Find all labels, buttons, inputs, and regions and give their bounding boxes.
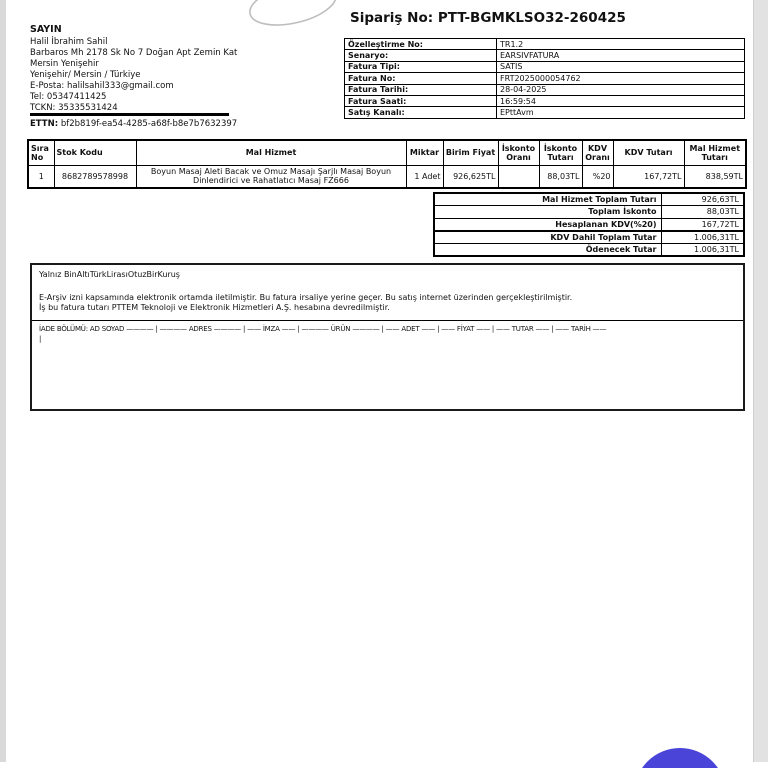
recipient-name: Halil İbrahim Sahil — [30, 37, 108, 47]
info-label: Senaryo: — [345, 50, 497, 61]
info-label: Özelleştirme No: — [345, 39, 497, 50]
item-kdv-tutari: 167,72TL — [613, 165, 684, 188]
table-row — [345, 50, 745, 61]
col-header-sira-no: Sıra No — [28, 140, 54, 165]
left-page-margin — [0, 0, 6, 762]
total-label: Hesaplanan KDV(%20) — [434, 218, 661, 231]
table-row — [345, 107, 745, 118]
item-sira-no: 1 — [28, 165, 54, 188]
return-section-header: İADE BÖLÜMÜ: AD SOYAD ———— | ———— ADRES ———— | —— İMZA —— | ———— ÜRÜN ———— | —— ADET —— | —— FİYAT —— | —— TUTAR —— | —— TARİH —— — [39, 324, 607, 333]
recipient-phone: Tel: 05347411425 — [30, 92, 107, 102]
item-birim-fiyat: 926,625TL — [443, 165, 498, 188]
item-mal-hizmet-tutari: 838,59TL — [684, 165, 746, 188]
table-row — [345, 61, 745, 72]
col-header-stok-kodu: Stok Kodu — [54, 140, 136, 165]
info-label: Fatura Tipi: — [345, 61, 497, 72]
info-label: Fatura Tarihi: — [345, 84, 497, 95]
info-label: Fatura Saati: — [345, 95, 497, 106]
table-row — [345, 84, 745, 95]
recipient-tckn: TCKN: 35335531424 — [30, 103, 118, 113]
col-header-birim-fiyat: Birim Fiyat — [443, 140, 498, 165]
col-header-kdv-tutari: KDV Tutarı — [613, 140, 684, 165]
total-value: 926,63TL — [661, 193, 744, 206]
total-label: Toplam İskonto — [434, 206, 661, 219]
item-miktar: 1 Adet — [406, 165, 443, 188]
notes-box — [30, 263, 745, 411]
right-page-margin — [753, 0, 768, 762]
ettn-line — [30, 119, 237, 129]
table-header-row — [28, 140, 746, 165]
info-label: Fatura No: — [345, 73, 497, 84]
total-label: Ödenecek Tutar — [434, 243, 661, 256]
pttem-note-line: İş bu fatura tutarı PTTEM Teknoloji ve Elektronik Hizmetleri A.Ş. hesabına devredilmiştir. — [39, 303, 390, 312]
recipient-email: E-Posta: halilsahil333@gmail.com — [30, 81, 174, 91]
invoice-info-table — [344, 38, 745, 119]
table-row — [28, 165, 746, 188]
ettn-value: bf2b819f-ea54-4285-a68f-b8e7b7632397 — [60, 119, 238, 129]
table-row — [434, 243, 744, 256]
recipient-block — [30, 24, 330, 114]
item-iskonto-tutari: 88,03TL — [539, 165, 582, 188]
col-header-kdv-orani: KDV Oranı — [582, 140, 613, 165]
table-row — [434, 231, 744, 244]
totals-table — [433, 192, 745, 257]
total-value: 88,03TL — [661, 206, 744, 219]
return-section-continuation: | — [39, 335, 42, 343]
table-row — [434, 218, 744, 231]
table-row — [434, 206, 744, 219]
recipient-address-line2: Mersin Yenişehir — [30, 59, 99, 69]
info-value: FRT2025000054762 — [497, 73, 745, 84]
info-value: SATIS — [497, 61, 745, 72]
col-header-miktar: Miktar — [406, 140, 443, 165]
amount-in-words: Yalnız BinAltıTürkLirasıOtuzBirKuruş — [39, 270, 180, 279]
col-header-mal-hizmet-tutari: Mal Hizmet Tutarı — [684, 140, 746, 165]
line-items-table — [27, 139, 747, 189]
total-label: Mal Hizmet Toplam Tutarı — [434, 193, 661, 206]
total-value: 1.006,31TL — [661, 243, 744, 256]
table-row — [345, 39, 745, 50]
chat-fab-button[interactable] — [634, 748, 726, 768]
info-value: TR1.2 — [497, 39, 745, 50]
info-label: Satış Kanalı: — [345, 107, 497, 118]
total-label: KDV Dahil Toplam Tutar — [434, 231, 661, 244]
info-value: 16:59:54 — [497, 95, 745, 106]
col-header-mal-hizmet: Mal Hizmet — [136, 140, 406, 165]
item-iskonto-orani — [498, 165, 539, 188]
total-value: 167,72TL — [661, 218, 744, 231]
table-row — [434, 193, 744, 206]
total-value: 1.006,31TL — [661, 231, 744, 244]
col-header-iskonto-orani: İskonto Oranı — [498, 140, 539, 165]
col-header-iskonto-tutari: İskonto Tutarı — [539, 140, 582, 165]
item-mal-hizmet: Boyun Masaj Aleti Bacak ve Omuz Masajı Şarjlı Masaj Boyun Dinlendirici ve Rahatlatıcı Masaj FZ666 — [136, 165, 406, 188]
earsiv-note-line: E-Arşiv izni kapsamında elektronik ortamda iletilmiştir. Bu fatura irsaliye yerine geçer. Bu satış internet üzerinden gerçekleştirilmiştir. — [39, 292, 573, 302]
order-number-title: Sipariş No: PTT-BGMKLSO32-260425 — [350, 10, 626, 26]
item-kdv-orani: %20 — [582, 165, 613, 188]
ettn-label: ETTN: — [30, 119, 59, 129]
ettn-divider-rule — [30, 113, 229, 116]
table-row — [345, 73, 745, 84]
info-value: 28-04-2025 — [497, 84, 745, 95]
recipient-address-line1: Barbaros Mh 2178 Sk No 7 Doğan Apt Zemin Kat — [30, 48, 238, 58]
recipient-heading: SAYIN — [30, 24, 62, 35]
item-stok-kodu: 8682789578998 — [54, 165, 136, 188]
info-value: EARSIVFATURA — [497, 50, 745, 61]
recipient-address-line3: Yenişehir/ Mersin / Türkiye — [30, 70, 141, 80]
table-row — [345, 95, 745, 106]
info-value: EPttAvm — [497, 107, 745, 118]
